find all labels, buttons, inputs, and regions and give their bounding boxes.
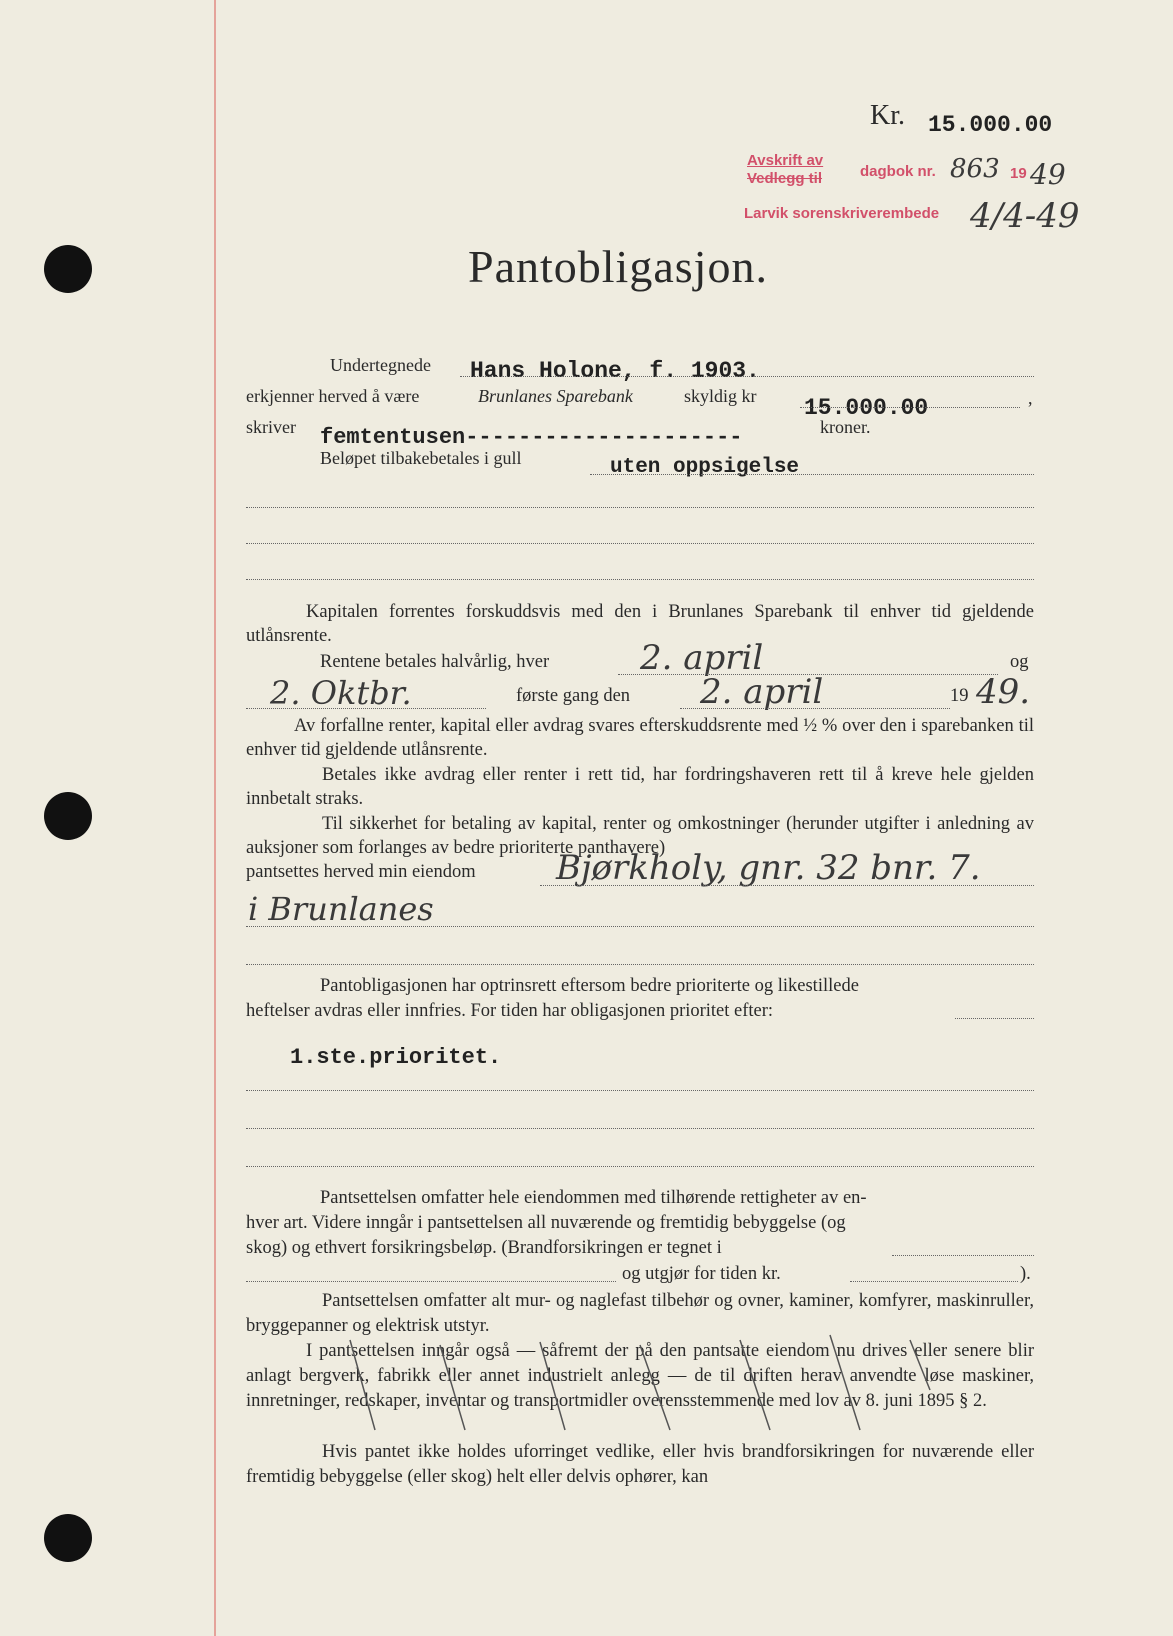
property-location: i Brunlanes <box>248 890 434 928</box>
first-year-prefix: 19 <box>950 686 969 706</box>
undertegnede-label: Undertegnede <box>330 355 431 375</box>
dotline-blank-2 <box>246 543 1034 544</box>
dotline-location <box>246 926 1034 927</box>
dotline-blank-6 <box>246 1128 1034 1129</box>
strike-marks <box>330 1330 950 1440</box>
year-suffix: 49 <box>1030 158 1066 191</box>
dotline-terms <box>590 474 1034 475</box>
debtor-name: Hans Holone, f. 1903. <box>470 358 760 384</box>
priority-value: 1.ste.prioritet. <box>290 1045 502 1070</box>
property-description: Bjørkholy, gnr. 32 bnr. 7. <box>556 848 981 888</box>
stamp-avskrift: Avskrift av <box>747 152 824 169</box>
paragraph-kapitalen: Kapitalen forrentes forskuddsvis med den i Brunlanes Sparebank til enhver tid gjeldende utlånsrente. <box>246 602 1034 646</box>
rentene-label: Rentene betales halvårlig, hver <box>320 652 550 672</box>
dotline-property <box>540 885 1034 886</box>
dotline-blank-4 <box>246 964 1034 965</box>
dotline-blank-1 <box>246 507 1034 508</box>
dotline-first-date <box>680 708 950 709</box>
stamp-year-prefix: 19 <box>1010 165 1027 182</box>
omfatter-line1: Pantsettelsen omfatter hele eiendommen med tilhørende rettigheter av en- <box>320 1188 867 1208</box>
skyldig-text: skyldig kr <box>684 386 757 406</box>
stamp-date: 4/4-49 <box>970 196 1080 236</box>
belopet-text: Beløpet tilbakebetales i gull <box>320 448 522 468</box>
pantobligasjonen-line2: heftelser avdras eller innfries. For tiden har obligasjonen prioritet efter: <box>246 1001 774 1021</box>
document-title: Pantobligasjon. <box>468 241 768 292</box>
document-page: Kr. 15.000.00 Avskrift av Vedlegg til dagbok nr. 863 19 49 Larvik sorenskriverembede 4/4-49 Pantobligasjon. Undertegnede Hans Holone, f. 1903. erkjenner herved å være Brunlanes Sparebank skyldig kr 15.000.00 , skriver femtentusen--------------------- kroner. Beløpet tilbakebetales i gull uten oppsigelse Kapitalen forrentes forskuddsvis med den i Brunlanes Sparebank til enhver tid gjeldende utlånsrente. Rentene betales halvårlig, hver 2. april og 2. Oktbr. første gang den 2. april 19 49. Av forfallne renter, kapital eller avdrag svares efterskuddsrente med ½ % over den i sparebanken til enhver tid gjeldende utlånsrente. Betales ikke avdrag eller renter i rett tid, har fordringshaveren rett til å kreve hele gjelden innbetalt straks. Til sikkerhet for betaling av kapital, renter og omkostninger (herunder utgifter i anledning av auksjoner som forlanges av bedre prioriterte panthavere) pantsettes herved min eiendom Bjørkholy, gnr. 32 bnr. 7. i Brunlanes Pantobligasjonen har optrinsrett eftersom bedre prioriterte og likestillede heftelser avdras eller innfries. For tiden har obligasjonen prioritet efter: 1.ste.prioritet. Pantsettelsen omfatter hele eiendommen med tilhørende rettigheter av en- hver art. Videre inngår i pantsettelsen all nuværende og fremtidig bebyggelse (og skog) og ethvert forsikringsbeløp. (Brandforsikringen er tegnet i og utgjør for tiden kr. ). Pantsettelsen omfatter alt mur- og naglefast tilbehør og ovner, kaminer, komfyrer, maskinruller, bryggepanner og elektrisk utstyr. I pantsettelsen inngår også — såfremt der på den pantsatte eiendom nu drives eller senere blir anlagt bergverk, fabrikk eller annet industrielt anlegg — de til driften herav anvendte løse maskiner, innretninger, redskaper, inventar og transportmidler overensstemmende med lov av 8. juni 1895 § 2. Hvis pantet ikke holdes uforringet vedlike, eller hvis brandforsikringen for nuværende eller fremtidig bebyggelse (eller skog) helt eller delvis ophører, kan <box>0 0 1173 1636</box>
dagbok-number: 863 <box>950 154 1000 184</box>
paragraph-betales: Betales ikke avdrag eller renter i rett tid, har fordringshaveren rett til å kreve hele gjelden innbetalt straks. <box>246 765 1034 809</box>
paragraph-vedlike: Hvis pantet ikke holdes uforringet vedlike, eller hvis brandforsikringen for nuværende eller fremtidig bebyggelse (eller skog) helt eller delvis ophører, kan <box>246 1442 1034 1487</box>
punch-hole-bottom <box>44 1514 92 1562</box>
pantsettes-label: pantsettes herved min eiendom <box>246 862 476 882</box>
stamp-vedlegg: Vedlegg til <box>747 170 823 187</box>
omfatter-line3: skog) og ethvert forsikringsbeløp. (Brandforsikringen er tegnet i <box>246 1238 722 1258</box>
bank-name: Brunlanes Sparebank <box>478 386 633 406</box>
paragraph-bergverk: I pantsettelsen inngår også — såfremt der på den pantsatte eiendom nu drives eller senere blir anlagt bergverk, fabrikk eller annet industrielt anlegg — de til driften herav anvendte løse maskiner, innretninger, redskaper, inventar og transportmidler overensstemmende med lov av 8. juni 1895 § 2. <box>246 1341 1034 1411</box>
dotline-blank-5 <box>246 1090 1034 1091</box>
paragraph-forfallne: Av forfallne renter, kapital eller avdrag svares efterskuddsrente med ½ % over den i sparebanken til enhver tid gjeldende utlånsrente. <box>246 716 1034 760</box>
skriver-label: skriver <box>246 417 296 437</box>
dotline-utgjor-amount <box>850 1281 1018 1282</box>
forste-gang-label: første gang den <box>516 686 631 706</box>
kr-amount: 15.000.00 <box>928 112 1053 138</box>
punch-hole-middle <box>44 792 92 840</box>
interest-date-1: 2. april <box>640 638 764 678</box>
dotline-date-2 <box>246 708 486 709</box>
interest-date-2: 2. Oktbr. <box>270 674 412 712</box>
margin-rule <box>214 0 216 1636</box>
dotline-debtor <box>460 376 1034 377</box>
punch-hole-top <box>44 245 92 293</box>
pantobligasjonen-line1: Pantobligasjonen har optrinsrett eftersom bedre prioriterte og likestillede <box>320 976 859 996</box>
stamp-dagbok: dagbok nr. <box>860 163 936 180</box>
amount-numeric: 15.000.00 <box>804 395 929 421</box>
paragraph-tilbehor: Pantsettelsen omfatter alt mur- og naglefast tilbehør og ovner, kaminer, komfyrer, maskinruller, bryggepanner og elektrisk utstyr. <box>246 1291 1034 1336</box>
amount-words: femtentusen--------------------- <box>320 425 743 450</box>
dotline-priority-tail <box>955 1018 1034 1019</box>
repayment-terms: uten oppsigelse <box>610 456 800 479</box>
dotline-utgjor-lead <box>246 1281 616 1282</box>
first-payment-date: 2. april <box>700 672 824 712</box>
dotline-blank-3 <box>246 579 1034 580</box>
dotline-blank-7 <box>246 1166 1034 1167</box>
omfatter-line2: hver art. Videre inngår i pantsettelsen all nuværende og fremtidig bebyggelse (og <box>246 1213 846 1233</box>
kr-label: Kr. <box>870 100 905 131</box>
dotline-brandforsikring <box>892 1255 1034 1256</box>
kroner-label: kroner. <box>820 417 871 437</box>
paragraph-sikkerhet: Til sikkerhet for betaling av kapital, renter og omkostninger (herunder utgifter i anledning av auksjoner som forlanges av bedre prioriterte panthavere) <box>246 814 1034 858</box>
stamp-office: Larvik sorenskriverembede <box>744 205 940 222</box>
erkjenner-text: erkjenner herved å være <box>246 386 420 406</box>
utgjor-label: og utgjør for tiden kr. <box>622 1264 781 1284</box>
og-label: og <box>1010 652 1029 672</box>
dotline-amount <box>800 407 1020 408</box>
first-year: 49. <box>976 672 1031 712</box>
close-paren: ). <box>1020 1264 1031 1284</box>
